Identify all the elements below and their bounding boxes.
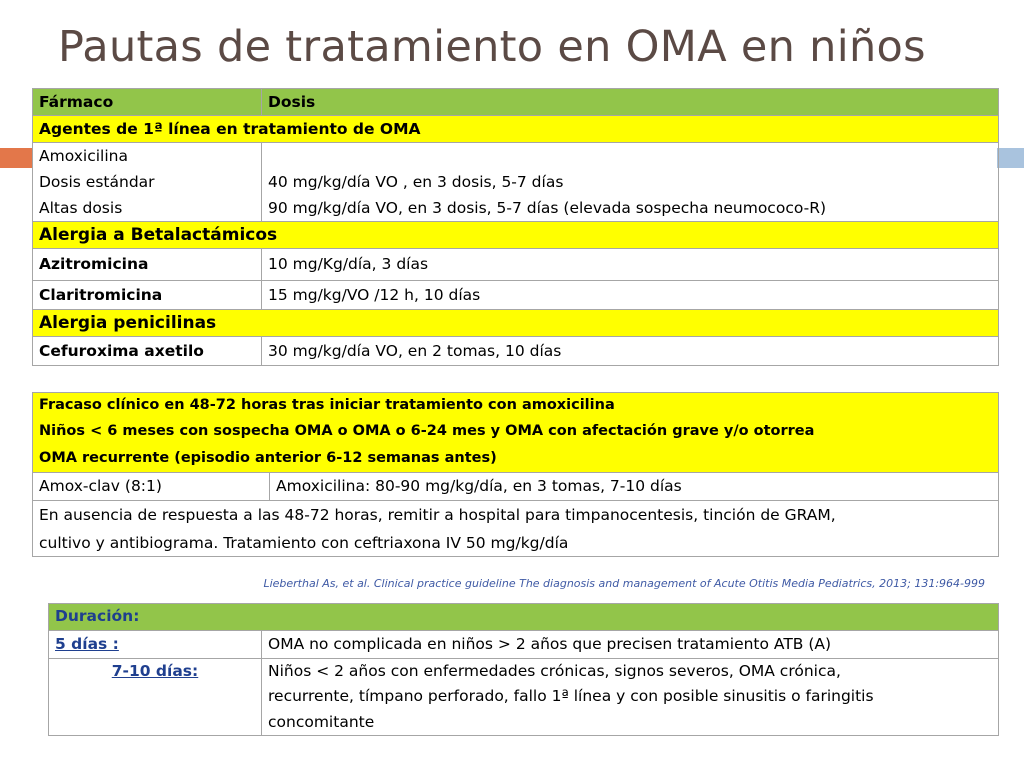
section-row-penicilinas	[33, 310, 999, 337]
table-row-azitromicina	[33, 249, 999, 281]
duration-label-7-10-dias: 7-10 días:	[49, 658, 262, 736]
drug-name-cefuroxima: Cefuroxima axetilo	[33, 337, 262, 366]
table-row-5-dias	[49, 630, 999, 658]
header-dosis: Dosis	[262, 89, 999, 116]
label-dosis-estandar: Dosis estándar	[39, 173, 155, 191]
drug-name-claritromicina: Claritromicina	[33, 281, 262, 310]
label-altas-dosis: Altas dosis	[39, 199, 123, 217]
table-row-cefuroxima	[33, 337, 999, 366]
dose-altas: 90 mg/kg/día VO, en 3 dosis, 5-7 días (elevada sospecha neumococo-R)	[268, 199, 827, 217]
criteria-line-2: Niños < 6 meses con sospecha OMA o OMA o 6-24 mes y OMA con afectación grave y/o otorrea	[39, 423, 815, 439]
section-row-first-line	[33, 116, 999, 143]
table-header-row	[33, 89, 999, 116]
note-line-2: cultivo y antibiograma. Tratamiento con ceftriaxona IV 50 mg/kg/día	[39, 534, 569, 552]
drug-name-amoxclav: Amox-clav (8:1)	[33, 473, 270, 501]
section-betalactam-label: Alergia a Betalactámicos	[33, 222, 999, 249]
page-title: Pautas de tratamiento en OMA en niños	[58, 22, 926, 72]
failure-table	[32, 392, 999, 557]
table-row-amoxicilina	[33, 143, 999, 222]
duration-text-7-10-dias	[262, 658, 999, 736]
section-row-betalactam	[33, 222, 999, 249]
duration-label-5-dias: 5 días :	[49, 630, 262, 658]
treatment-table	[32, 88, 999, 366]
table-row-note	[33, 501, 999, 557]
criteria-line-1: Fracaso clínico en 48-72 horas tras iniciar tratamiento con amoxicilina	[39, 397, 615, 413]
dose-estandar: 40 mg/kg/día VO , en 3 dosis, 5-7 días	[268, 173, 564, 191]
duration-text-line-2: recurrente, tímpano perforado, fallo 1ª línea y con posible sinusitis o faringitis	[268, 687, 874, 705]
criteria-line-3: OMA recurrente (episodio anterior 6-12 semanas antes)	[39, 450, 497, 466]
duration-header-row	[49, 604, 999, 631]
header-farmaco: Fármaco	[33, 89, 262, 116]
note-line-1: En ausencia de respuesta a las 48-72 horas, remitir a hospital para timpanocentesis, tinción de GRAM,	[39, 506, 836, 524]
duration-text-5-dias: OMA no complicada en niños > 2 años que precisen tratamiento ATB (A)	[262, 630, 999, 658]
failure-criteria-cell	[33, 393, 999, 473]
dose-cell-amoxicilina	[262, 143, 999, 222]
duration-text-line-3: concomitante	[268, 712, 375, 731]
drug-name-azitromicina: Azitromicina	[33, 249, 262, 281]
duration-table	[48, 603, 999, 736]
table-row-7-10-dias	[49, 658, 999, 736]
drug-name-amoxicilina: Amoxicilina	[39, 147, 128, 165]
section-first-line-label: Agentes de 1ª línea en tratamiento de OMA	[33, 116, 999, 143]
dose-claritromicina: 15 mg/kg/VO /12 h, 10 días	[262, 281, 999, 310]
citation: Lieberthal As, et al. Clinical practice guideline The diagnosis and management of Acute Otitis Media Pediatrics, 2013; 131:964-999	[263, 577, 985, 590]
note-cell	[33, 501, 999, 557]
table-row-amoxclav	[33, 473, 999, 501]
dose-azitromicina: 10 mg/Kg/día, 3 días	[262, 249, 999, 281]
dose-cefuroxima: 30 mg/kg/día VO, en 2 tomas, 10 días	[262, 337, 999, 366]
section-penicilinas-label: Alergia penicilinas	[33, 310, 999, 337]
duration-text-line-1: Niños < 2 años con enfermedades crónicas, signos severos, OMA crónica,	[268, 661, 841, 680]
accent-bar-right	[997, 148, 1024, 168]
dose-amoxclav: Amoxicilina: 80-90 mg/kg/día, en 3 tomas, 7-10 días	[270, 473, 999, 501]
duration-header: Duración:	[49, 604, 999, 631]
accent-bar-left	[0, 148, 32, 168]
drug-cell-amoxicilina	[33, 143, 262, 222]
table-row-claritromicina	[33, 281, 999, 310]
failure-criteria-row	[33, 393, 999, 473]
